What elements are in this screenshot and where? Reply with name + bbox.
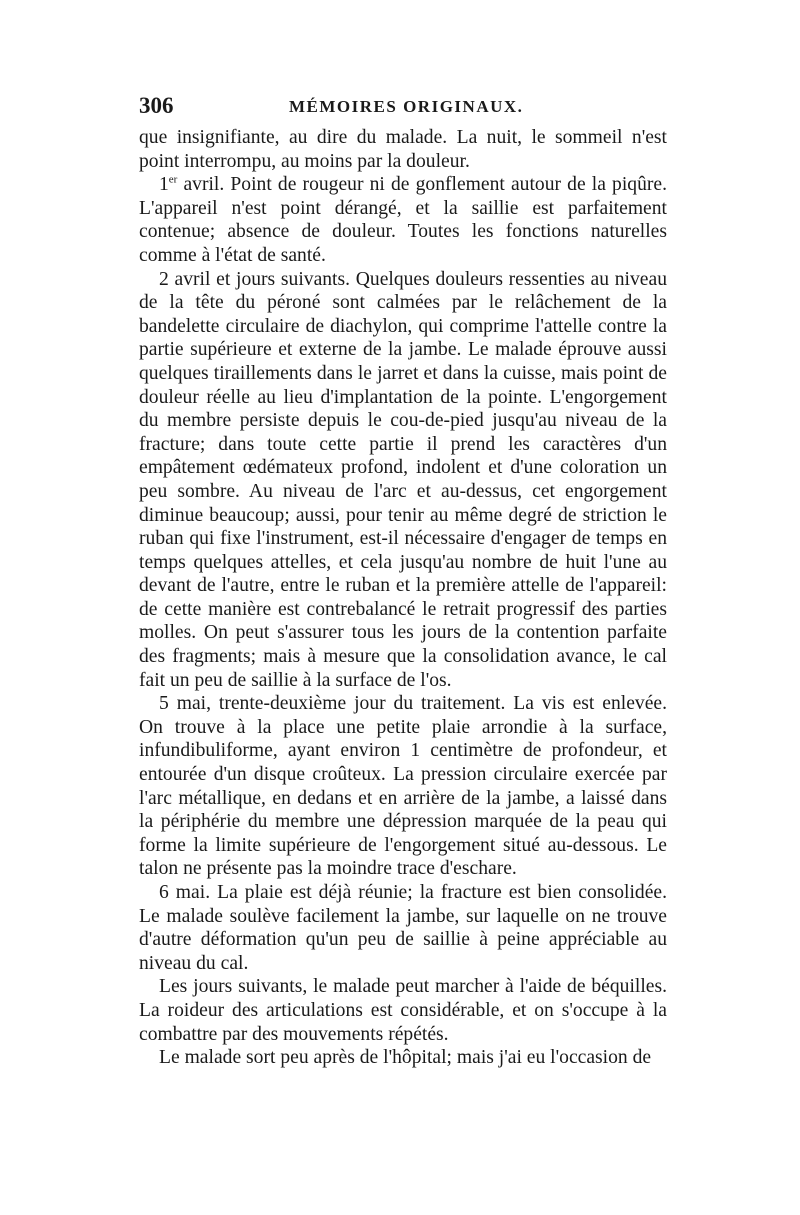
page-header: [139, 93, 667, 125]
paragraph: que insignifiante, au dire du malade. La nuit, le sommeil n'est point interrompu, au moins par la douleur.: [139, 127, 667, 172]
date-day: 1: [159, 174, 169, 196]
paragraph: 2 avril et jours suivants. Quelques douleurs ressenties au niveau de la tête du péroné sont calmées par le relâchement de la bandelette circulaire de diachylon, qui comprime l'attelle contre la partie supérieure et externe de la jambe. Le malade éprouve aussi quelques tiraillements dans le jarret et dans la cuisse, mais point de douleur réelle au lieu d'implantation de la pointe. L'engorgement du membre persiste depuis le cou-de-pied jusqu'au niveau de la fracture; dans toute cette partie il prend les caractères d'un empâtement œdémateux profond, indolent et d'une coloration un peu sombre. Au niveau de l'arc et au-dessus, cet engorgement diminue beaucoup; aussi, pour tenir au même degré de striction le ruban qui fixe l'instrument, est-il nécessaire d'engager de temps en temps quelques attelles, et cela jusqu'au nombre de huit l'une au devant de l'autre, entre le ruban et la première attelle de l'appareil: de cette manière est contrebalancé le retrait progressif des parties molles. On peut s'assurer tous les jours de la contention parfaite des fragments; mais à mesure que la consolidation avance, le cal fait un peu de saillie à la surface de l'os.: [139, 268, 667, 691]
paragraph: [139, 173, 667, 267]
paragraph: Les jours suivants, le malade peut marcher à l'aide de béquilles. La roideur des articulations est considérable, et on s'occupe à la combattre par des mouvements répétés.: [139, 976, 667, 1045]
running-head: MÉMOIRES ORIGINAUX.: [289, 97, 524, 116]
paragraph: Le malade sort peu après de l'hôpital; mais j'ai eu l'occasion de: [159, 1047, 652, 1069]
paragraph: 5 mai, trente-deuxième jour du traitement. La vis est enlevée. On trouve à la place une petite plaie arrondie à la surface, infundibuliforme, ayant environ 1 centimètre de profondeur, et entourée d'un disque croûteux. La pression circulaire exercée par l'arc métallique, en dedans et en arrière de la jambe, a laissé dans la périphérie du membre une dépression marquée de la peau qui forme la limite supérieure de l'engorgement situé au-dessous. Le talon ne présente pas la moindre trace d'eschare.: [139, 693, 667, 880]
date-ordinal: er: [168, 173, 178, 186]
body-text: [139, 126, 667, 1070]
paragraph: 6 mai. La plaie est déjà réunie; la fracture est bien consolidée. Le malade soulève facilement la jambe, sur laquelle on ne trouve d'autre déformation qu'un peu de saillie à peine appréciable au niveau du cal.: [139, 882, 667, 974]
page-number: 306: [139, 93, 174, 118]
paragraph-text: avril. Point de rougeur ni de gonflement autour de la piqûre. L'appareil n'est point dérangé, et la saillie est parfaitement contenue; absence de douleur. Toutes les fonctions naturelles comme à l'état de santé.: [139, 174, 667, 266]
